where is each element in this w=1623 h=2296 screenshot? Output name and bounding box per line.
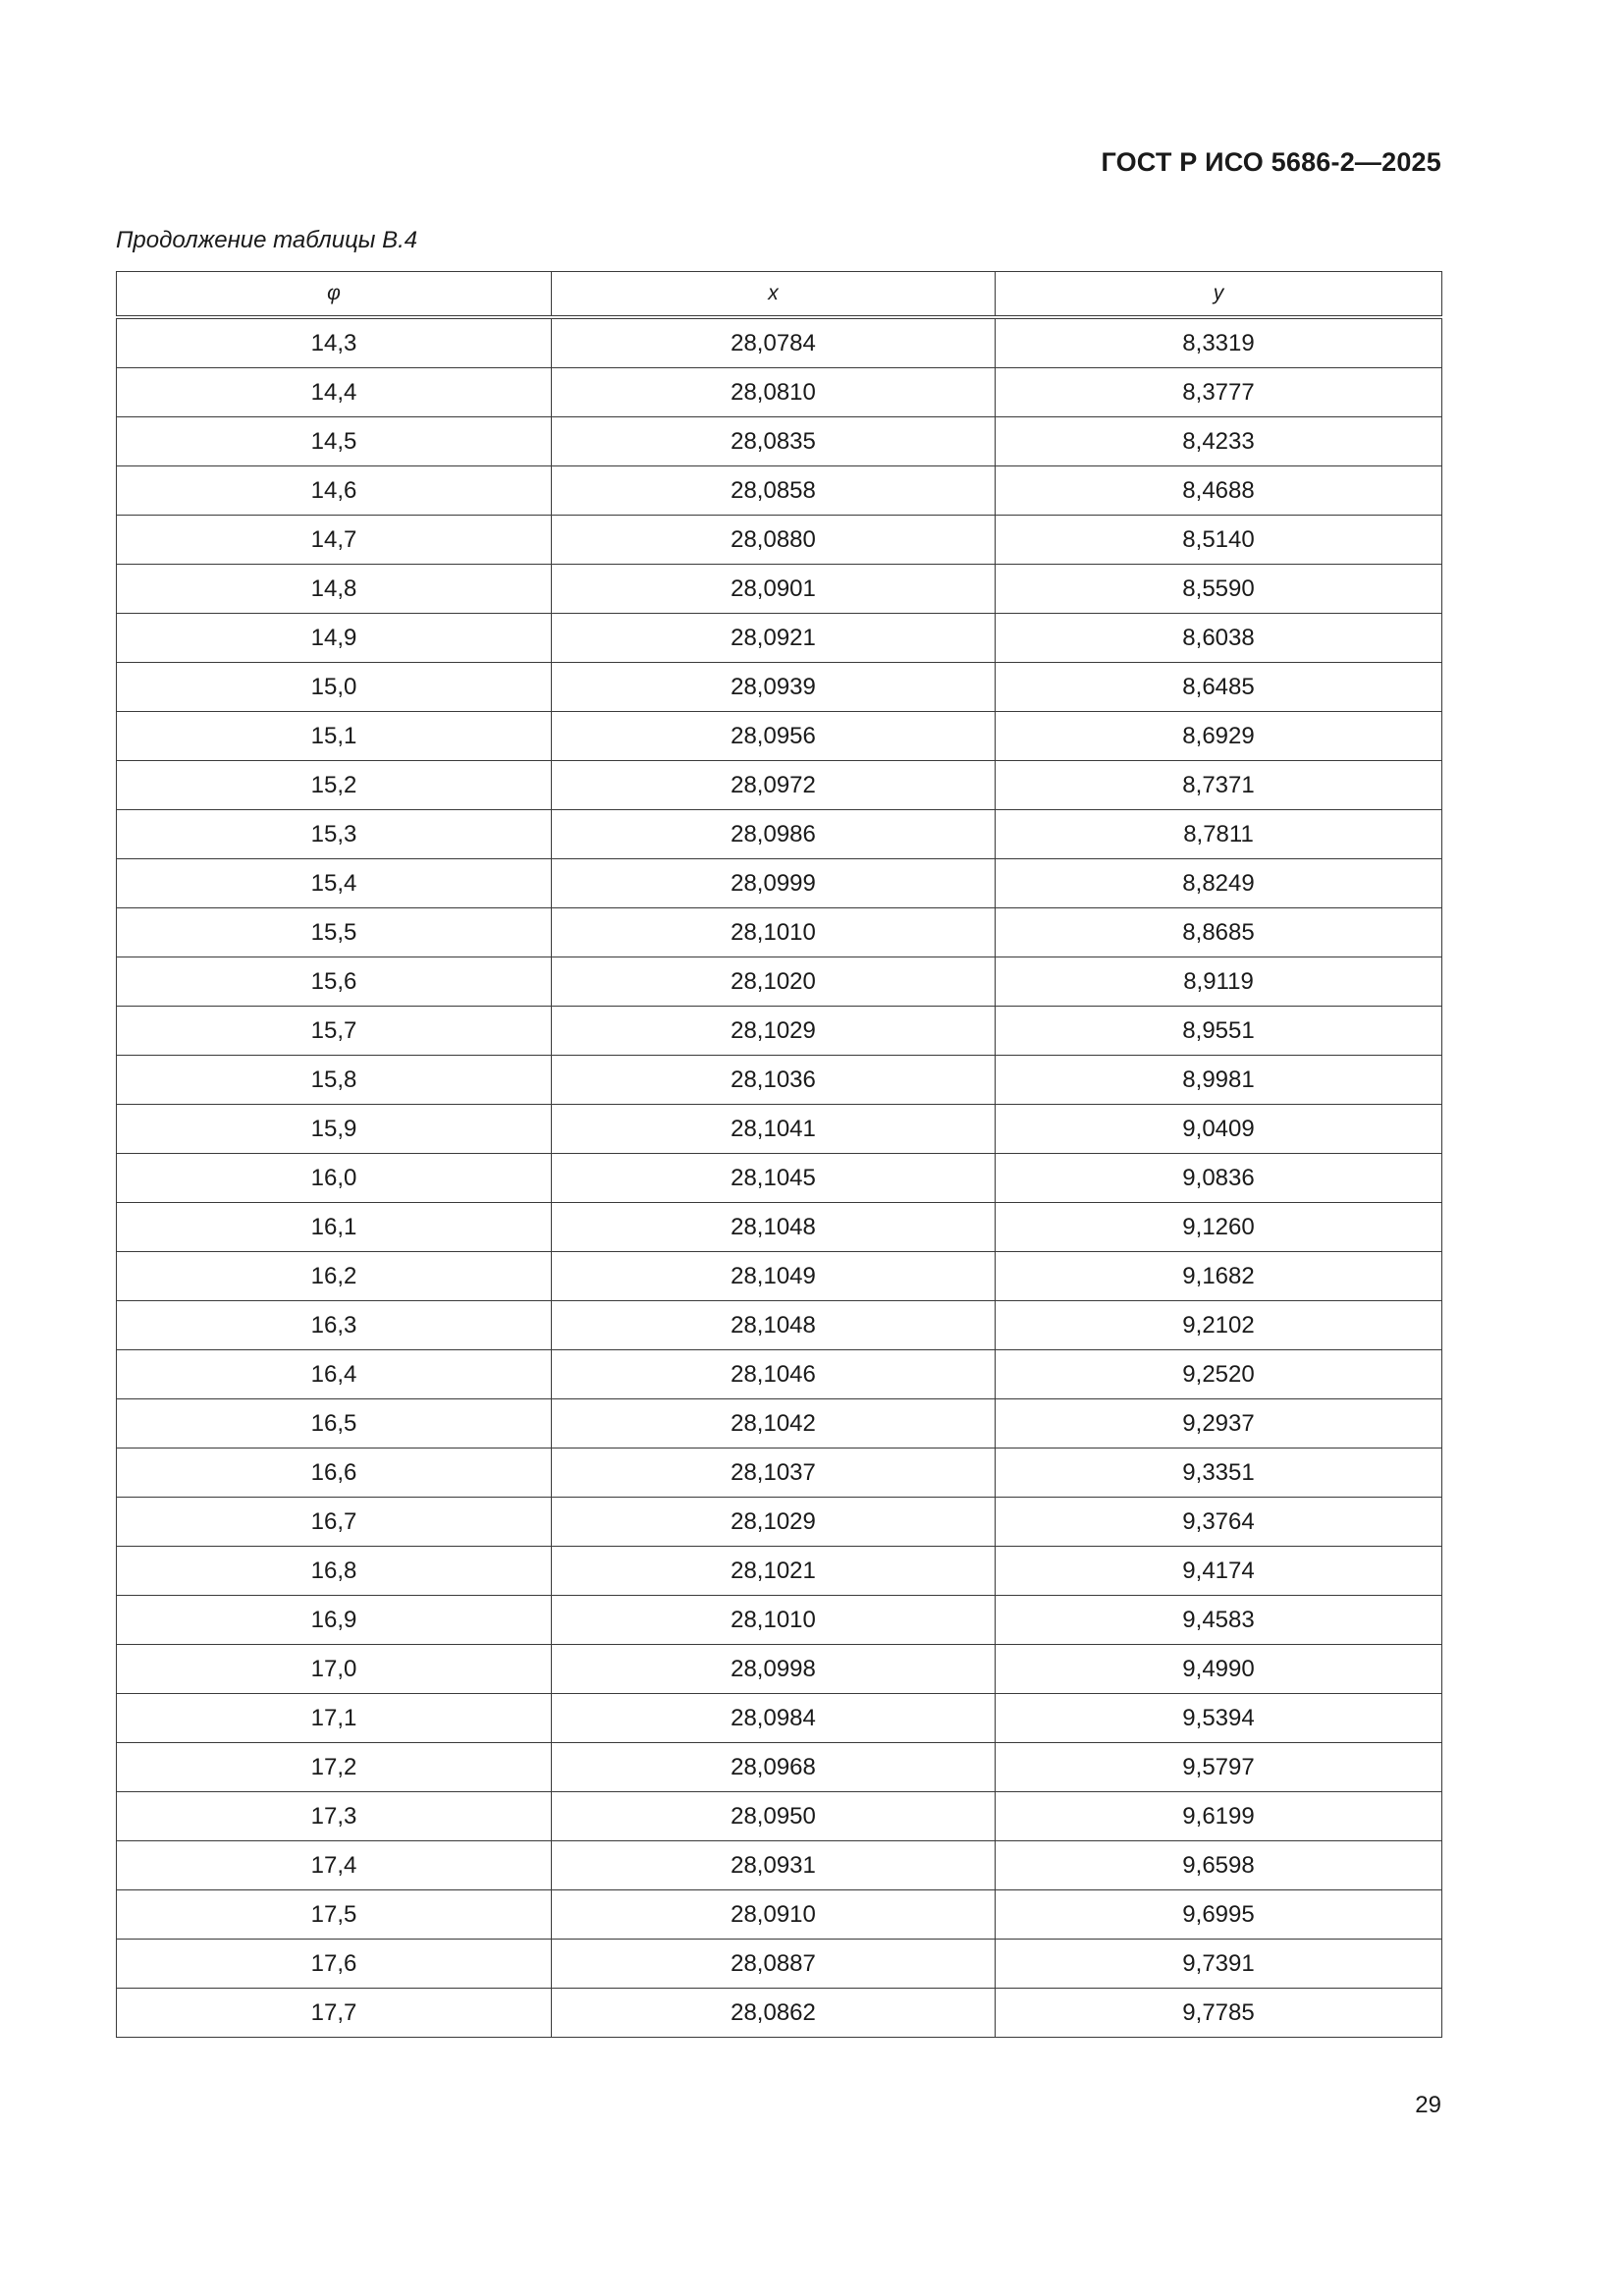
table-row [117,417,1442,466]
cell-phi: 17,4 [117,1841,552,1890]
cell-x: 28,1021 [552,1547,996,1596]
cell-phi: 15,1 [117,712,552,761]
cell-x: 28,0862 [552,1989,996,2038]
cell-y: 8,7371 [996,761,1442,810]
cell-y: 9,4583 [996,1596,1442,1645]
cell-phi: 16,0 [117,1154,552,1203]
table-row [117,1105,1442,1154]
cell-phi: 16,3 [117,1301,552,1350]
cell-x: 28,1048 [552,1203,996,1252]
document-standard-id: ГОСТ Р ИСО 5686-2—2025 [1101,147,1441,177]
cell-x: 28,1010 [552,1596,996,1645]
cell-phi: 15,4 [117,859,552,908]
table-row [117,368,1442,417]
cell-y: 8,6038 [996,614,1442,663]
cell-y: 8,7811 [996,810,1442,859]
cell-y: 9,5797 [996,1743,1442,1792]
table-row [117,957,1442,1007]
cell-phi: 17,0 [117,1645,552,1694]
table-row [117,1547,1442,1596]
table-row [117,1596,1442,1645]
cell-x: 28,1029 [552,1007,996,1056]
cell-x: 28,1036 [552,1056,996,1105]
cell-y: 8,9119 [996,957,1442,1007]
cell-x: 28,0921 [552,614,996,663]
cell-x: 28,1020 [552,957,996,1007]
cell-phi: 17,6 [117,1940,552,1989]
cell-x: 28,0998 [552,1645,996,1694]
cell-y: 9,0409 [996,1105,1442,1154]
cell-x: 28,1046 [552,1350,996,1399]
cell-x: 28,1045 [552,1154,996,1203]
cell-phi: 14,4 [117,368,552,417]
cell-x: 28,0835 [552,417,996,466]
cell-y: 8,8685 [996,908,1442,957]
table-header [117,272,1442,318]
cell-phi: 17,1 [117,1694,552,1743]
cell-phi: 15,6 [117,957,552,1007]
data-table [116,271,1442,2038]
table-row [117,663,1442,712]
cell-y: 8,3319 [996,317,1442,368]
cell-y: 9,1260 [996,1203,1442,1252]
cell-y: 9,7785 [996,1989,1442,2038]
table-row [117,761,1442,810]
cell-phi: 14,7 [117,516,552,565]
cell-x: 28,0931 [552,1841,996,1890]
cell-y: 8,8249 [996,859,1442,908]
cell-y: 8,4233 [996,417,1442,466]
cell-phi: 17,2 [117,1743,552,1792]
cell-y: 9,1682 [996,1252,1442,1301]
table-row [117,908,1442,957]
table-row [117,1154,1442,1203]
cell-y: 9,7391 [996,1940,1442,1989]
cell-x: 28,0972 [552,761,996,810]
table-row [117,1056,1442,1105]
table-row [117,859,1442,908]
table-row [117,466,1442,516]
cell-phi: 16,5 [117,1399,552,1449]
cell-phi: 16,2 [117,1252,552,1301]
table-row [117,1350,1442,1399]
table-caption: Продолжение таблицы B.4 [116,227,418,253]
table-row [117,1792,1442,1841]
cell-x: 28,0950 [552,1792,996,1841]
table-row [117,1890,1442,1940]
table-row [117,614,1442,663]
cell-x: 28,0887 [552,1940,996,1989]
cell-phi: 14,6 [117,466,552,516]
table-row [117,1449,1442,1498]
cell-y: 8,5140 [996,516,1442,565]
cell-y: 8,6485 [996,663,1442,712]
cell-phi: 16,8 [117,1547,552,1596]
cell-y: 9,5394 [996,1694,1442,1743]
table-row [117,317,1442,368]
cell-x: 28,1037 [552,1449,996,1498]
table-row [117,712,1442,761]
table-row [117,1989,1442,2038]
cell-y: 8,9981 [996,1056,1442,1105]
cell-x: 28,1010 [552,908,996,957]
cell-x: 28,1042 [552,1399,996,1449]
cell-phi: 15,3 [117,810,552,859]
cell-x: 28,1048 [552,1301,996,1350]
cell-x: 28,0984 [552,1694,996,1743]
cell-x: 28,0880 [552,516,996,565]
cell-y: 9,2520 [996,1350,1442,1399]
table-row [117,565,1442,614]
cell-y: 9,0836 [996,1154,1442,1203]
cell-phi: 14,3 [117,317,552,368]
table-row [117,1694,1442,1743]
cell-x: 28,0910 [552,1890,996,1940]
table-row [117,1399,1442,1449]
cell-phi: 14,9 [117,614,552,663]
table-row [117,1940,1442,1989]
table-row [117,1645,1442,1694]
table-row [117,1203,1442,1252]
cell-y: 9,4990 [996,1645,1442,1694]
column-header-phi: φ [117,272,552,318]
cell-y: 9,6995 [996,1890,1442,1940]
cell-x: 28,0939 [552,663,996,712]
cell-phi: 15,8 [117,1056,552,1105]
page-number: 29 [1415,2092,1441,2118]
cell-phi: 15,2 [117,761,552,810]
cell-phi: 15,9 [117,1105,552,1154]
cell-phi: 17,3 [117,1792,552,1841]
cell-phi: 15,5 [117,908,552,957]
cell-x: 28,0901 [552,565,996,614]
cell-phi: 16,1 [117,1203,552,1252]
cell-phi: 15,0 [117,663,552,712]
table-row [117,1743,1442,1792]
table-row [117,810,1442,859]
table-header-row [117,272,1442,318]
cell-x: 28,0858 [552,466,996,516]
cell-y: 9,4174 [996,1547,1442,1596]
cell-x: 28,0810 [552,368,996,417]
cell-y: 9,6598 [996,1841,1442,1890]
table-row [117,1007,1442,1056]
cell-phi: 16,7 [117,1498,552,1547]
cell-y: 9,2937 [996,1399,1442,1449]
cell-phi: 16,6 [117,1449,552,1498]
table-row [117,1498,1442,1547]
cell-y: 9,2102 [996,1301,1442,1350]
cell-phi: 16,4 [117,1350,552,1399]
cell-x: 28,0968 [552,1743,996,1792]
table-body [117,317,1442,2038]
cell-phi: 17,5 [117,1890,552,1940]
cell-y: 8,9551 [996,1007,1442,1056]
table-row [117,1252,1442,1301]
cell-y: 8,4688 [996,466,1442,516]
cell-x: 28,0956 [552,712,996,761]
cell-y: 9,6199 [996,1792,1442,1841]
cell-x: 28,1029 [552,1498,996,1547]
cell-y: 8,3777 [996,368,1442,417]
cell-x: 28,1041 [552,1105,996,1154]
cell-phi: 15,7 [117,1007,552,1056]
cell-x: 28,0999 [552,859,996,908]
column-header-x: x [552,272,996,318]
cell-y: 9,3764 [996,1498,1442,1547]
column-header-y: y [996,272,1442,318]
cell-y: 8,5590 [996,565,1442,614]
cell-x: 28,1049 [552,1252,996,1301]
cell-phi: 14,5 [117,417,552,466]
cell-y: 9,3351 [996,1449,1442,1498]
cell-y: 8,6929 [996,712,1442,761]
table-row [117,1301,1442,1350]
table-row [117,516,1442,565]
cell-phi: 16,9 [117,1596,552,1645]
cell-x: 28,0784 [552,317,996,368]
cell-x: 28,0986 [552,810,996,859]
cell-phi: 14,8 [117,565,552,614]
table-row [117,1841,1442,1890]
cell-phi: 17,7 [117,1989,552,2038]
